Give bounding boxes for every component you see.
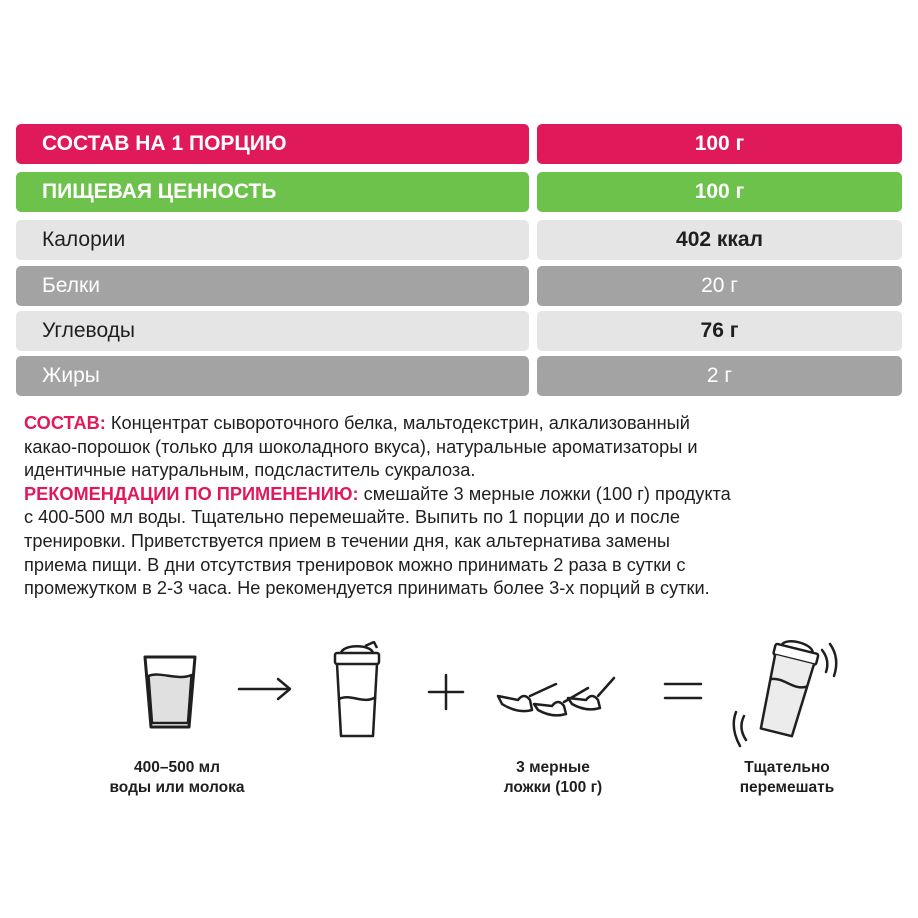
equals-icon [663, 678, 703, 704]
row-value-protein: 20 г [537, 266, 902, 306]
recommendations-line-2: с 400-500 мл воды. Тщательно перемешайте. Выпить по 1 порции до и после [24, 507, 680, 528]
table-row [16, 220, 902, 260]
row-label-calories: Калории [16, 220, 529, 260]
scoops-caption: 3 мерные ложки (100 г) [503, 759, 603, 796]
table-row [16, 356, 902, 396]
row-value-carbs: 76 г [537, 311, 902, 351]
glass-caption: 400–500 мл воды или молока [109, 759, 245, 796]
shaking-shaker-icon [732, 636, 844, 752]
composition-header-label: СОСТАВ НА 1 ПОРЦИЮ [16, 124, 529, 164]
recommendations-line-3: тренировки. Приветствуется прием в течении дня, как альтернатива замены [24, 530, 670, 551]
plus-icon [426, 672, 466, 712]
recommendations-line-1: РЕКОМЕНДАЦИИ ПО ПРИМЕНЕНИЮ: смешайте 3 мерные ложки (100 г) продукта [24, 483, 731, 504]
composition-line-2: какао-порошок (только для шоколадного вкуса), натуральные ароматизаторы и [24, 436, 698, 457]
composition-line-1: СОСТАВ: Концентрат сывороточного белка, мальтодекстрин, алкализованный [24, 413, 690, 433]
row-label-fat: Жиры [16, 356, 529, 396]
composition-line-3: идентичные натуральным, подсластитель сукралоза. [24, 460, 476, 481]
table-row [16, 311, 902, 351]
arrow-right-icon [237, 676, 293, 702]
shaking-caption: Тщательно перемешать [739, 759, 835, 796]
recommendations-title: РЕКОМЕНДАЦИИ ПО ПРИМЕНЕНИЮ: [24, 483, 359, 504]
table-row [16, 266, 902, 306]
row-value-calories: 402 ккал [537, 220, 902, 260]
composition-header-value: 100 г [537, 124, 902, 164]
recommendations-line-5: промежутком в 2-3 часа. Не рекомендуется принимать более 3-х порций в сутки. [24, 578, 710, 599]
nutrition-header-value: 100 г [537, 172, 902, 212]
row-value-fat: 2 г [537, 356, 902, 396]
row-label-carbs: Углеводы [16, 311, 529, 351]
shaker-icon [327, 641, 387, 741]
table-row-composition-header [16, 124, 902, 164]
description-text [24, 412, 896, 601]
scoops-icon [494, 666, 616, 720]
glass-icon [142, 654, 198, 730]
recommendations-line-4: приема пищи. В дни отсутствия тренировок можно принимать 2 раза в сутки с [24, 554, 686, 575]
row-label-protein: Белки [16, 266, 529, 306]
nutrition-header-label: ПИЩЕВАЯ ЦЕННОСТЬ [16, 172, 529, 212]
table-row-nutrition-header [16, 172, 902, 212]
composition-title: СОСТАВ: [24, 413, 106, 433]
